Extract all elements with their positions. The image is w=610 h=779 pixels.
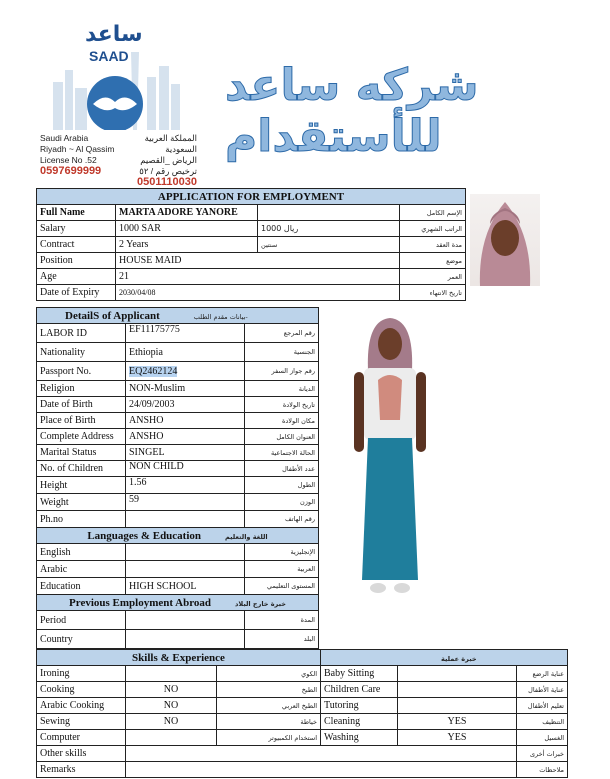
skill-value: YES xyxy=(398,730,517,746)
field-label-ar: المستوى التعليمي xyxy=(245,578,319,595)
field-value: 59 xyxy=(126,494,245,511)
field-label: Ph.no xyxy=(37,511,126,528)
table-row xyxy=(37,285,466,301)
field-label: Arabic xyxy=(37,561,126,578)
license-ar-city: الرياض _القصيم xyxy=(140,155,197,165)
table-row xyxy=(37,413,319,429)
employment-header-ar: خبرة خارج البلاد xyxy=(235,599,286,608)
languages-header xyxy=(37,528,319,544)
table-row xyxy=(37,762,568,778)
field-value: ANSHO xyxy=(126,429,245,445)
field-label: Full Name xyxy=(37,205,116,221)
field-value xyxy=(126,561,245,578)
field-label-ar: الإنجليزية xyxy=(245,544,319,561)
skill-label-ar: الكوي xyxy=(217,666,321,682)
table-row xyxy=(37,461,319,477)
field-label: Weight xyxy=(37,494,126,511)
field-value: Ethiopia xyxy=(126,343,245,362)
field-value xyxy=(126,511,245,528)
table-row xyxy=(37,578,319,595)
license-en-number: License No .52 xyxy=(40,155,97,165)
skill-label-ar: التنظيف xyxy=(517,714,568,730)
basic-info-table xyxy=(36,188,466,301)
field-label-ar: رقم الهاتف xyxy=(245,511,319,528)
field-value: HOUSE MAID xyxy=(116,253,400,269)
field-value-ar xyxy=(258,205,400,221)
field-value: 1000 SAR xyxy=(116,221,258,237)
field-label: Country xyxy=(37,630,126,649)
field-label-ar: عدد الأطفال xyxy=(245,461,319,477)
languages-header-en: Languages & Education xyxy=(87,529,202,542)
details-header-ar: بيانات مقدم الطلب- xyxy=(193,312,248,321)
field-label: Nationality xyxy=(37,343,126,362)
field-label: Complete Address xyxy=(37,429,126,445)
skill-label-ar: خياطة xyxy=(217,714,321,730)
table-row xyxy=(37,611,319,630)
field-value-ar: سنتين xyxy=(258,237,400,253)
field-label: English xyxy=(37,544,126,561)
field-value: MARTA ADORE YANORE xyxy=(116,205,258,221)
license-en-city: Riyadh ~ Al Qassim xyxy=(40,144,115,154)
table-row xyxy=(37,381,319,397)
license-en-country: Saudi Arabia xyxy=(40,133,89,143)
skill-value xyxy=(398,682,517,698)
license-ar xyxy=(122,133,197,188)
table-row xyxy=(37,630,319,649)
field-label-ar: الإسم الكامل xyxy=(400,205,466,221)
table-row xyxy=(37,237,466,253)
employment-header-en: Previous Employment Abroad xyxy=(69,596,212,609)
field-value: 2 Years xyxy=(116,237,258,253)
field-value: 2030/04/08 xyxy=(116,285,400,301)
field-label: Date of Birth xyxy=(37,397,126,413)
field-value xyxy=(126,362,245,381)
skill-label: Tutoring xyxy=(321,698,398,714)
field-label-ar: تاريخ الانتهاء xyxy=(400,285,466,301)
skill-label: Washing xyxy=(321,730,398,746)
details-table xyxy=(36,307,319,649)
other-skills-label-ar: خبرات أخرى xyxy=(517,746,568,762)
license-ar-number: ترخيص رقم / ٥٢ xyxy=(139,166,197,176)
skill-value xyxy=(398,666,517,682)
table-row xyxy=(37,698,568,714)
skill-label: Cleaning xyxy=(321,714,398,730)
skill-label-ar: تعليم الأطفال xyxy=(517,698,568,714)
table-row xyxy=(37,397,319,413)
table-row xyxy=(37,511,319,528)
other-skills-label: Other skills xyxy=(37,746,126,762)
skill-label: Baby Sitting xyxy=(321,666,398,682)
field-value: SINGEL xyxy=(126,445,245,461)
passport-number: EQ2462124 xyxy=(129,365,178,377)
employment-header xyxy=(37,595,319,611)
skill-label: Children Care xyxy=(321,682,398,698)
table-row xyxy=(37,477,319,494)
details-header-en: DetailS of Applicant xyxy=(65,309,160,322)
table-row xyxy=(37,666,568,682)
table-row xyxy=(37,429,319,445)
field-label-ar: الطول xyxy=(245,477,319,494)
field-label: Period xyxy=(37,611,126,630)
table-row xyxy=(37,494,319,511)
table-row xyxy=(37,746,568,762)
skill-value xyxy=(398,698,517,714)
field-value: HIGH SCHOOL xyxy=(126,578,245,595)
form-title: APPLICATION FOR EMPLOYMENT xyxy=(37,189,466,205)
field-label: Marital Status xyxy=(37,445,126,461)
field-label-ar: مدة العقد xyxy=(400,237,466,253)
field-label: Place of Birth xyxy=(37,413,126,429)
company-name: شركه ساعد للأستقدام xyxy=(225,60,479,162)
field-label-ar: العنوان الكامل xyxy=(245,429,319,445)
skill-label-ar: استخدام الكمبيوتر xyxy=(217,730,321,746)
field-label: Height xyxy=(37,477,126,494)
field-label-ar: العربية xyxy=(245,561,319,578)
field-label: No. of Children xyxy=(37,461,126,477)
skill-label: Cooking xyxy=(37,682,126,698)
license-en xyxy=(40,133,114,177)
field-label: Date of Expiry xyxy=(37,285,116,301)
skill-value xyxy=(126,666,217,682)
field-label: Religion xyxy=(37,381,126,397)
license-ar-phone: 0501110030 xyxy=(137,176,197,188)
skill-value xyxy=(126,730,217,746)
table-row xyxy=(37,221,466,237)
skill-value: NO xyxy=(126,682,217,698)
license-ar-country: المملكة العربية السعودية xyxy=(144,133,197,154)
skill-value: NO xyxy=(126,714,217,730)
table-row xyxy=(37,714,568,730)
table-row xyxy=(37,269,466,285)
table-row xyxy=(37,205,466,221)
skill-label-ar: الطبخ xyxy=(217,682,321,698)
field-label: Contract xyxy=(37,237,116,253)
applicant-photo-full xyxy=(330,310,450,600)
table-row xyxy=(37,343,319,362)
field-value xyxy=(126,630,245,649)
skills-header-ar: خبرة عملية xyxy=(441,654,477,663)
languages-header-ar: اللغة والتعليم xyxy=(225,532,268,541)
table-row xyxy=(37,544,319,561)
applicant-photo-small xyxy=(470,194,540,286)
field-label: Education xyxy=(37,578,126,595)
other-skills-value xyxy=(126,746,517,762)
skill-label: Arabic Cooking xyxy=(37,698,126,714)
field-value: 1.56 xyxy=(126,477,245,494)
table-row xyxy=(37,362,319,381)
field-value: ANSHO xyxy=(126,413,245,429)
remarks-value xyxy=(126,762,517,778)
remarks-label-ar: ملاحظات xyxy=(517,762,568,778)
details-header xyxy=(37,308,319,324)
skill-label-ar: عناية الرضع xyxy=(517,666,568,682)
remarks-label: Remarks xyxy=(37,762,126,778)
table-row xyxy=(37,445,319,461)
field-label-ar: المدة xyxy=(245,611,319,630)
skills-header: Skills & Experience xyxy=(37,650,321,666)
field-label-ar: البلد xyxy=(245,630,319,649)
field-label-ar: الجنسية xyxy=(245,343,319,362)
field-value: NON-Muslim xyxy=(126,381,245,397)
skill-label-ar: الطبخ العربي xyxy=(217,698,321,714)
field-label-ar: الديانة xyxy=(245,381,319,397)
field-value-ar: ريال 1000 xyxy=(258,221,400,237)
field-label: Position xyxy=(37,253,116,269)
field-label-ar: رقم جواز السفر xyxy=(245,362,319,381)
field-label-ar: موضع xyxy=(400,253,466,269)
field-value: 24/09/2003 xyxy=(126,397,245,413)
field-label-ar: تاريخ الولادة xyxy=(245,397,319,413)
field-label-ar: الوزن xyxy=(245,494,319,511)
skill-label: Computer xyxy=(37,730,126,746)
skill-value: NO xyxy=(126,698,217,714)
field-label: Passport No. xyxy=(37,362,126,381)
field-value xyxy=(126,544,245,561)
field-label-ar: العمر xyxy=(400,269,466,285)
table-row xyxy=(37,324,319,343)
field-value: EF11175775 xyxy=(126,324,245,343)
field-label: LABOR ID xyxy=(37,324,126,343)
field-label: Salary xyxy=(37,221,116,237)
table-row xyxy=(37,253,466,269)
table-row xyxy=(37,730,568,746)
skill-label-ar: الغسيل xyxy=(517,730,568,746)
field-label-ar: مكان الولادة xyxy=(245,413,319,429)
skill-label: Ironing xyxy=(37,666,126,682)
license-en-phone: 0597699999 xyxy=(40,165,102,177)
skill-label: Sewing xyxy=(37,714,126,730)
field-label-ar: الراتب الشهري xyxy=(400,221,466,237)
table-row xyxy=(37,561,319,578)
skill-label-ar: عناية الأطفال xyxy=(517,682,568,698)
logo-english-text: SAAD xyxy=(89,48,129,64)
field-value: 21 xyxy=(116,269,400,285)
field-value xyxy=(126,611,245,630)
skills-table xyxy=(36,649,568,778)
logo-arabic-text: ساعد xyxy=(85,22,143,47)
field-label: Age xyxy=(37,269,116,285)
field-label-ar: الحالة الاجتماعية xyxy=(245,445,319,461)
skill-value: YES xyxy=(398,714,517,730)
field-label-ar: رقم المرجع xyxy=(245,324,319,343)
table-row xyxy=(37,682,568,698)
field-value: NON CHILD xyxy=(126,461,245,477)
